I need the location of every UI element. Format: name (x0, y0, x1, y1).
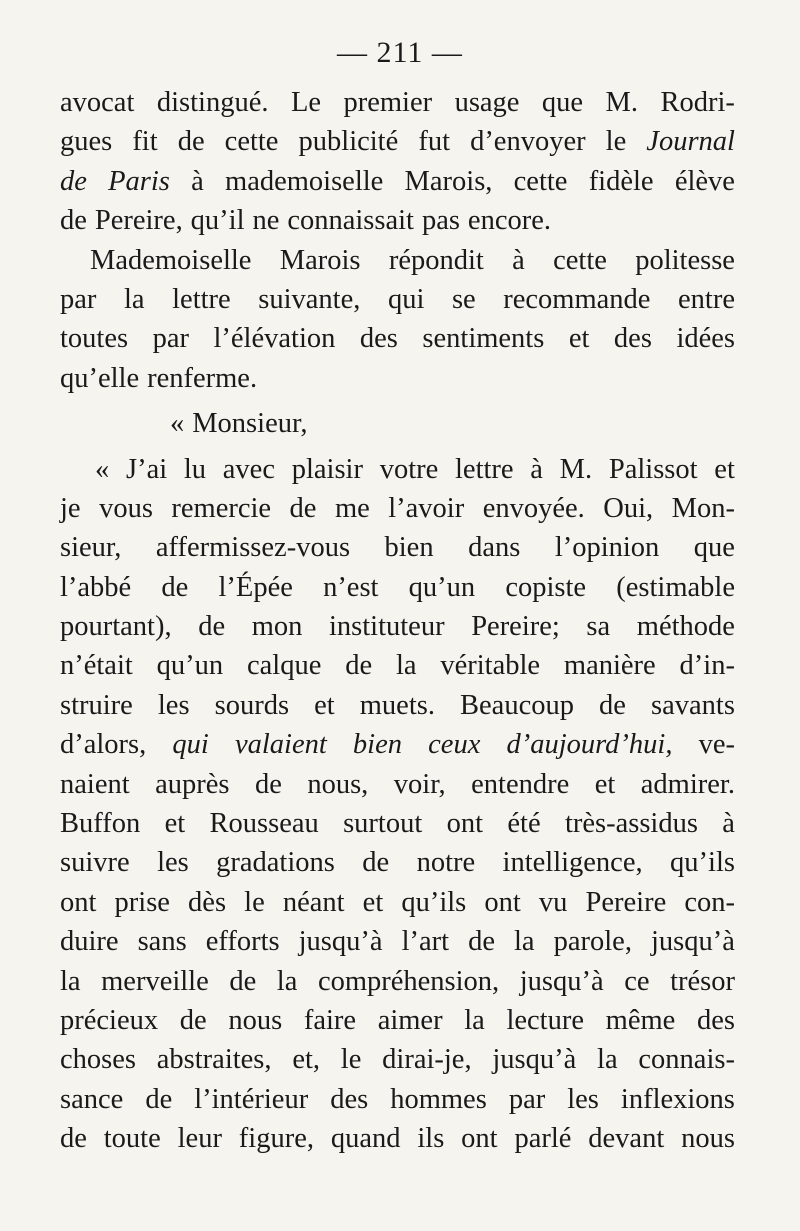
word: notre (416, 847, 476, 879)
word: je (60, 492, 81, 524)
word: ils (417, 1123, 445, 1155)
word: d’in- (679, 650, 735, 682)
word: qui (387, 283, 425, 315)
word: fidèle (588, 165, 654, 197)
word: mon (251, 611, 303, 643)
text-line (60, 804, 735, 843)
word: Pereire (585, 886, 667, 918)
word: la (395, 650, 417, 682)
word: « (170, 408, 185, 440)
word: figure, (238, 1123, 314, 1155)
word: Oui, (603, 492, 654, 524)
text-line (60, 646, 735, 685)
word: n’était (60, 650, 133, 682)
word: des (330, 1083, 369, 1115)
word: des (359, 323, 398, 355)
word: abstraites, (156, 1044, 272, 1076)
word: l’élévation (213, 323, 336, 355)
word: jusqu’à (492, 1044, 577, 1076)
word: de (468, 926, 495, 958)
word: devant (588, 1123, 665, 1155)
word: lettre (455, 453, 514, 485)
word: des (613, 323, 652, 355)
text-line (60, 241, 735, 280)
word: merveille (101, 965, 209, 997)
word: ont (461, 1123, 498, 1155)
word: envoyée. (482, 492, 585, 524)
word: Marois (279, 244, 361, 276)
word: de (229, 965, 257, 997)
word: la (60, 965, 81, 997)
word: été (507, 808, 541, 840)
word: lu (183, 453, 207, 485)
word: à (722, 808, 735, 840)
text-line (60, 489, 735, 528)
word: nous, (307, 768, 369, 800)
word: Mademoiselle (90, 244, 252, 276)
word: calque (246, 650, 322, 682)
text-line (60, 1001, 735, 1040)
word: le (244, 886, 265, 918)
word: qu’il (190, 205, 245, 237)
word: ont (60, 886, 97, 918)
word: cette (513, 165, 568, 197)
word: remercie (171, 492, 272, 524)
word: de (60, 165, 87, 197)
word: renferme. (147, 362, 258, 394)
word: nous (681, 1123, 735, 1155)
word: M. (605, 87, 639, 118)
word: copiste (505, 571, 587, 603)
word: élève (674, 165, 735, 197)
word: ceux (428, 729, 481, 761)
word: Beaucoup (460, 689, 574, 721)
word: bien (352, 729, 402, 761)
word: répondit (388, 244, 484, 276)
word: ce (624, 965, 650, 997)
text-line (60, 528, 735, 567)
word: les (157, 847, 189, 879)
word: leur (177, 1123, 222, 1155)
word: l’Épée (218, 571, 293, 603)
text-line (60, 1119, 735, 1158)
word: vous (99, 492, 153, 524)
word: par (152, 323, 189, 355)
word: voir, (393, 768, 446, 800)
word: parlé (514, 1123, 572, 1155)
word: politesse (635, 244, 735, 276)
word: manière (563, 650, 656, 682)
word: Pereire; (471, 611, 560, 643)
word: usage (454, 87, 520, 118)
word: d’alors, (60, 729, 147, 761)
word: de (60, 205, 87, 237)
word: qu’elle (60, 362, 140, 394)
word: ne (252, 205, 280, 237)
word: jusqu’à (650, 926, 735, 958)
word: d’envoyer (470, 126, 586, 158)
word: méthode (636, 611, 735, 643)
word: toute (103, 1123, 161, 1155)
word: faire (303, 1004, 357, 1036)
word: à (191, 165, 204, 197)
word: entre (678, 283, 735, 315)
word: Buffon (60, 808, 141, 840)
word: entendre (471, 768, 570, 800)
word: prise (114, 886, 170, 918)
word: quand (330, 1123, 401, 1155)
word: ve- (698, 729, 735, 761)
word: connaissait (287, 205, 414, 237)
word: et, (292, 1044, 321, 1076)
word: avec (222, 453, 275, 485)
word: par (60, 283, 97, 315)
word: efforts (205, 926, 280, 958)
word: connais- (638, 1044, 735, 1076)
word: intelligence, (502, 847, 643, 879)
word: pas (421, 205, 460, 237)
word: sans (137, 926, 187, 958)
word: me (334, 492, 370, 524)
word: Journal (646, 126, 735, 158)
word: Rousseau (209, 808, 319, 840)
text-line (60, 450, 735, 489)
word: admirer. (640, 768, 735, 800)
word: choses (60, 1044, 136, 1076)
text-line (60, 162, 735, 201)
word: même (605, 1004, 676, 1036)
word: de (198, 611, 226, 643)
word: fut (418, 126, 450, 158)
word: gues (60, 126, 113, 158)
word: Marois, (404, 165, 493, 197)
text-line (60, 725, 735, 764)
word: les (157, 689, 190, 721)
word: de (161, 571, 189, 603)
word: sentiments (422, 323, 545, 355)
word: cette (553, 244, 607, 276)
word: et (594, 768, 616, 800)
word: inflexions (620, 1083, 735, 1115)
text-line (60, 607, 735, 646)
text-line (60, 568, 735, 607)
word: bien (384, 532, 434, 564)
word: véritable (440, 650, 541, 682)
text-line (60, 1080, 735, 1119)
word: encore. (467, 205, 551, 237)
word: l’opinion (554, 532, 660, 564)
word: distingué. (156, 87, 269, 118)
text-line (60, 765, 735, 804)
word: Le (290, 87, 321, 118)
word: struire (60, 689, 133, 721)
word: le (605, 126, 627, 158)
word: des (696, 1004, 735, 1036)
word: de (362, 847, 390, 879)
word: la (123, 283, 145, 315)
word: trésor (670, 965, 735, 997)
word: hommes (390, 1083, 487, 1115)
word: les (567, 1083, 599, 1115)
word: (estimable (616, 571, 735, 603)
word: sance (60, 1083, 124, 1115)
word: la (464, 1004, 485, 1036)
word: recommande (503, 283, 651, 315)
word: mademoiselle (225, 165, 384, 197)
text-line (60, 922, 735, 961)
word: lecture (506, 1004, 584, 1036)
text-line (60, 319, 735, 358)
word: muets. (359, 689, 435, 721)
word: ont (446, 808, 484, 840)
text-line (60, 686, 735, 725)
word: et (568, 323, 590, 355)
word: lettre (172, 283, 231, 315)
word: dans (468, 532, 521, 564)
word: vu (538, 886, 568, 918)
word: l’intérieur (194, 1083, 309, 1115)
text-line (60, 280, 735, 319)
word: qu’ils (401, 886, 467, 918)
word: Pereire, (94, 205, 183, 237)
word: de (177, 126, 205, 158)
word: duire (60, 926, 119, 958)
text-line (60, 201, 735, 240)
word: à (530, 453, 543, 485)
word: plaisir (291, 453, 363, 485)
word: de (289, 492, 317, 524)
word: et (362, 886, 384, 918)
word: fit (132, 126, 158, 158)
word: l’abbé (60, 571, 132, 603)
word: toutes (60, 323, 129, 355)
word: valaient (234, 729, 327, 761)
word: précieux (60, 1004, 159, 1036)
word: cette (224, 126, 279, 158)
word: votre (379, 453, 439, 485)
word: la (597, 1044, 618, 1076)
word: de (60, 1123, 87, 1155)
word: de (254, 768, 282, 800)
word: la (514, 926, 535, 958)
word: idées (676, 323, 735, 355)
word: Paris (108, 165, 170, 197)
word: et (164, 808, 186, 840)
word: J’ai (125, 453, 168, 485)
word: Palissot (608, 453, 698, 485)
text-line (60, 404, 735, 443)
word: sa (586, 611, 611, 643)
word: qu’ils (670, 847, 735, 879)
word: Mon- (671, 492, 735, 524)
word: publicité (298, 126, 399, 158)
word: l’avoir (388, 492, 465, 524)
word: Monsieur, (192, 408, 308, 440)
word: premier (343, 87, 433, 118)
word: n’est (323, 571, 379, 603)
word: con- (684, 886, 735, 918)
text-line (60, 962, 735, 1001)
word: dès (188, 886, 227, 918)
word: aimer (377, 1004, 443, 1036)
word: « (95, 453, 110, 485)
word: qu’un (408, 571, 476, 603)
word: sieur, (60, 532, 122, 564)
text-line (60, 883, 735, 922)
word: avocat (60, 87, 135, 118)
word: pourtant), (60, 611, 172, 643)
word: sourds (214, 689, 290, 721)
word: que (541, 87, 584, 118)
word: suivante, (258, 283, 361, 315)
word: dirai-je, (382, 1044, 472, 1076)
word: compréhension, (317, 965, 500, 997)
word: d’aujourd’hui, (506, 729, 673, 761)
word: affermissez-vous (155, 532, 351, 564)
word: parole, (553, 926, 632, 958)
word: et (714, 453, 735, 485)
word: Rodri- (660, 87, 735, 118)
word: ont (484, 886, 521, 918)
page-number: — 211 — (337, 36, 463, 69)
word: que (693, 532, 735, 564)
word: jusqu’à (519, 965, 604, 997)
text-line (60, 359, 735, 398)
word: de (179, 1004, 207, 1036)
word: surtout (343, 808, 423, 840)
word: néant (282, 886, 345, 918)
word: se (451, 283, 476, 315)
text-line (60, 843, 735, 882)
word: suivre (60, 847, 130, 879)
word: nous (228, 1004, 283, 1036)
word: l’art (401, 926, 450, 958)
word: gradations (216, 847, 335, 879)
word: et (314, 689, 335, 721)
word: par (508, 1083, 546, 1115)
page-body-text (60, 83, 735, 1159)
word: de (145, 1083, 173, 1115)
word: naient (60, 768, 130, 800)
word: auprès (155, 768, 230, 800)
word: instituteur (329, 611, 445, 643)
word: très-assidus (564, 808, 698, 840)
text-line (60, 122, 735, 161)
word: de (345, 650, 373, 682)
word: de (599, 689, 626, 721)
word: jusqu’à (298, 926, 383, 958)
word: la (276, 965, 298, 997)
word: qu’un (156, 650, 224, 682)
word: le (340, 1044, 362, 1076)
word: à (512, 244, 525, 276)
text-line (60, 83, 735, 122)
word: M. (559, 453, 593, 485)
word: qui (172, 729, 209, 761)
word: savants (651, 689, 735, 721)
text-line (60, 1040, 735, 1079)
